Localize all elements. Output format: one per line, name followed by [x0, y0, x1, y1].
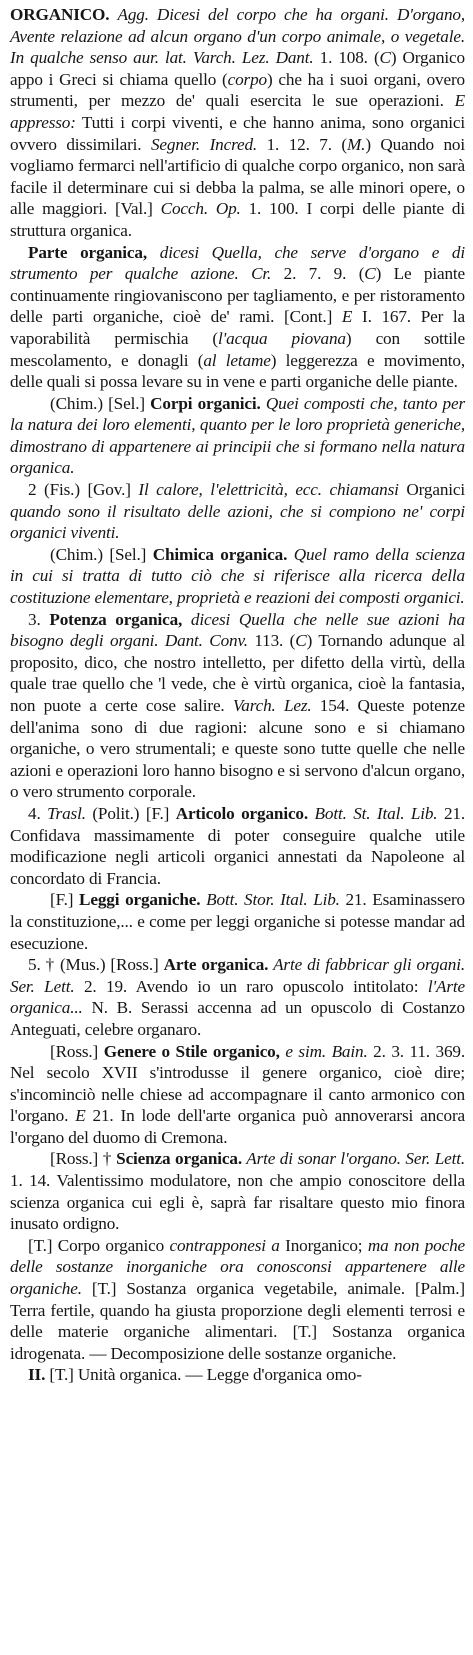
italic-text: Arte di sonar l'organo. Ser. Lett. [241, 1149, 465, 1169]
italic-text: Quel ramo della scienza in cui si tratta di tutto ciò che si riferisce alla ricerca della costituzione elementare, proprietà e reazioni dei composti organici. [10, 544, 466, 608]
italic-text: Arte di fabbricar gli organi. Ser. Lett. [10, 955, 465, 996]
italic-text: l'Arte organica... [10, 976, 466, 1018]
bold-lemma: Genere o Stile organico, [103, 1041, 280, 1061]
sense-scienza-organica [10, 1148, 465, 1234]
italic-text: Trasl. [47, 803, 86, 823]
sense-4-articolo-organico [10, 803, 465, 889]
bold-lemma: Leggi organiche. [79, 890, 201, 910]
text-run: N. B. Serassi accenna ad un opuscolo di Costanzo Anteguati, celebre organaro. [10, 998, 465, 1039]
sense-parte-organica [10, 242, 465, 393]
italic-text: C [379, 48, 391, 68]
text-run: [T.] Sostanza organica vegetabile, animale. [Palm.] Terra fertile, quando ha giusta proporzione degli elementi terrosi e delle materie organiche alimentari. [T.] Sostanza organica idrogenata. — Decomposizione delle sostanze organiche. [10, 1279, 465, 1363]
text-run: [T.] Unità organica. — Legge d'organica omo- [45, 1365, 362, 1385]
bold-lemma: Parte organica, [28, 242, 147, 262]
text-run: (Chim.) [Sel.] [50, 393, 151, 413]
text-run: ) Le piante continuamente ringiovaniscono per tagliamento, e per ristoramento delle parti organiche, cioè de' rami. [Cont.] [10, 264, 465, 327]
text-run: Inorganico; [279, 1235, 368, 1255]
italic-text: contrapponesi a [169, 1235, 280, 1255]
italic-text: C [364, 264, 376, 284]
text-run: 21. Confidava massimamente di poter conseguire qualche utile modificazione negli articoli organici annestati da Napoleone al concordato di Francia. [10, 803, 465, 888]
bold-lemma: Arte organica. [163, 955, 269, 975]
italic-text: l'acqua piovana [218, 328, 346, 348]
text-run: 21. In lode dell'arte organica può annoverarsi ancora l'organo del duomo di Cremona. [10, 1106, 465, 1147]
text-run: 1. 12. 7. ( [257, 134, 347, 154]
italic-text: dicesi Quella che nelle sue azioni ha bisogno degli organi. Dant. Conv. [10, 609, 465, 651]
bold-lemma: Chimica organica. [152, 544, 288, 564]
sense-5-arte-organica [10, 954, 465, 1040]
text-run: ) che ha i suoi organi, overo strumenti, per mezzo de' quali esercita le sue operazioni. [10, 69, 465, 111]
italic-text: Bott. St. Ital. Lib. [314, 803, 438, 823]
italic-text: quando sono il risultato delle azioni, che si compiono ne' corpi organici viventi. [10, 501, 465, 543]
text-run: (Polit.) [F.] [85, 803, 176, 823]
text-run: 154. Queste potenze dell'anima sono di due ragioni: alcune sono e si chiamano organiche, o vero strumentali; e queste sono tutte quelle che nelle azioni e operazioni loro hanno bisogno e si servono d'alcun organo, o vero strumento corporale. [10, 696, 466, 802]
sense-II-unita-organica [10, 1364, 465, 1386]
bold-lemma: Corpi organici. [150, 393, 261, 413]
bold-lemma: Potenza organica, [49, 609, 183, 629]
italic-text: ma non poche delle sostanze inorganiche ora conosconsi appartenere alle organiche. [10, 1235, 466, 1299]
sense-2-fis [10, 479, 465, 544]
text-run: 2. 19. Avendo io un raro opuscolo intitolato: [74, 976, 428, 996]
italic-text: C [295, 631, 307, 651]
italic-text: Cocch. Op. [160, 199, 241, 219]
sense-corpo-organico-note [10, 1235, 465, 1365]
italic-text: Bott. Stor. Ital. Lib. [206, 890, 340, 910]
italic-text: corpo [227, 69, 267, 89]
italic-text: Il calore, l'elettricità, ecc. chiamansi [138, 480, 399, 500]
text-run: (Chim.) [Sel.] [50, 544, 153, 564]
italic-text: e sim. Bain. [279, 1041, 368, 1061]
text-run: [T.] Corpo organico [28, 1235, 170, 1255]
text-run: [Ross.] † [50, 1149, 117, 1169]
text-run: 2. 7. 9. ( [271, 264, 365, 284]
sense-leggi-organiche [10, 889, 465, 954]
bold-lemma: ORGANICO. [10, 5, 110, 24]
text-run: ) Organico appo i Greci si chiama quello ( [10, 48, 465, 89]
text-run: 5. † (Mus.) [Ross.] [28, 955, 164, 975]
text-run: ) Tornando adunque al proposito, dico, che nostro intelletto, per difetto della virtù, della quale trae quello che 'l vede, che è virtù organica, cioè la fantasia, non puote a certe cose salire. [10, 631, 465, 715]
text-run: ) con sottile mescolamento, e donagli ( [10, 328, 466, 370]
text-run: 2. 3. 11. 369. Nel secolo XVII s'introdusse il genere organico, cioè dire; s'incominciò nelle chiese ad accompagnare il canto armonico con l'organo. [10, 1041, 465, 1126]
text-run: [Ross.] [50, 1041, 104, 1061]
text-run: ) Quando noi vogliamo fermarci nell'artificio di qualche corpo organico, non sarà facile il determinare cui si debba la palma, se alle minori opere, o alle maggiori. [Val.] [10, 134, 465, 219]
text-run: [F.] [50, 890, 80, 910]
text-run: Tutti i corpi viventi, e che hanno anima, sono organici ovvero dissimilari. [10, 112, 465, 154]
text-run: Organici [398, 480, 465, 500]
bold-lemma: Scienza organica. [116, 1149, 242, 1169]
text-run: 2 (Fis.) [Gov.] [28, 480, 139, 500]
text-run: 1. 14. Valentissimo modulatore, non che ampio conoscitore della scienza organica cui egli è, saprà far risaltare questo mio finora inusato ordigno. [10, 1171, 465, 1234]
sense-genere-organico [10, 1041, 465, 1149]
text-run: 1. 108. ( [313, 48, 380, 68]
bold-lemma: Articolo organico. [175, 803, 309, 823]
italic-text: Varch. Lez. [232, 696, 312, 715]
italic-text: E [341, 307, 353, 327]
text-run: I. 167. Per la vaporabilità permischia ( [10, 307, 465, 348]
sense-chimica-organica [10, 544, 465, 609]
text-run: 3. [28, 609, 50, 629]
italic-text: M. [346, 134, 366, 154]
italic-text: Agg. Dicesi del corpo che ha organi. D'organo, Avente relazione ad alcun organo d'un corpo animale, o vegetale. In qualche senso aur. lat. Varch. Lez. Dant. [10, 5, 466, 68]
italic-text: Segner. Incred. [150, 134, 258, 154]
entry-headword-paragraph [10, 4, 465, 242]
italic-text: al letame [203, 350, 271, 370]
text-run: 4. [28, 803, 48, 823]
italic-text: Quei composti che, tanto per la natura dei loro elementi, quanto per le loro proprietà generiche, dimostrano di appartenere ai principii che si formano nella natura organica. [10, 393, 466, 478]
italic-text: E appresso: [10, 91, 465, 132]
text-run: 21. Esaminassero la constituzione,... e come per leggi organiche si potesse mandar ad esecuzione. [10, 890, 465, 953]
italic-text: E [75, 1106, 86, 1126]
sense-corpi-organici [10, 393, 465, 479]
sense-3-potenza-organica [10, 609, 465, 803]
text-run: 1. 100. I corpi delle piante di struttura organica. [10, 199, 466, 240]
text-run: 113. ( [247, 631, 296, 651]
bold-lemma: II. [28, 1365, 46, 1385]
italic-text: dicesi Quella, che serve d'organo e di strumento per qualche azione. Cr. [10, 242, 466, 284]
text-run: ) leggerezza e movimento, delle quali si possa levare su in vene e parti organiche delle piante. [10, 350, 465, 392]
